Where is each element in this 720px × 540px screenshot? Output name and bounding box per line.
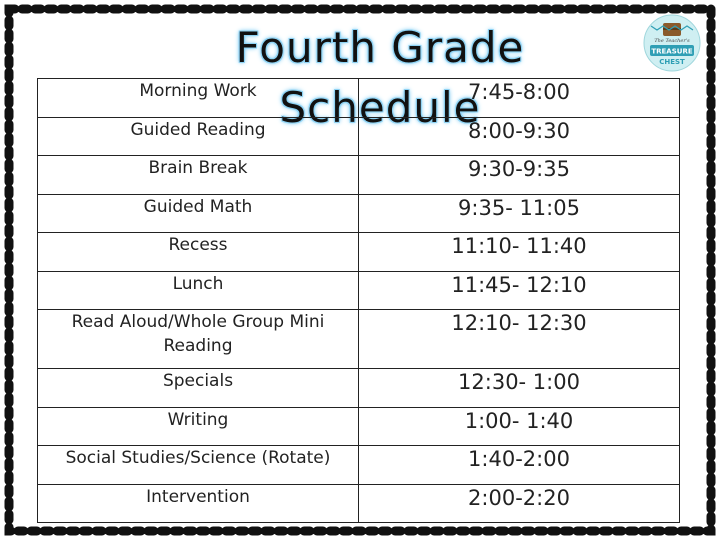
table-row (38, 233, 680, 272)
time-cell: 11:45- 12:10 (359, 271, 680, 310)
activity-cell: Read Aloud/Whole Group Mini Reading (38, 310, 359, 369)
time-cell: 7:45-8:00 (359, 79, 680, 118)
page-title: Fourth Grade Schedule (235, 23, 525, 132)
activity-cell: Guided Reading (38, 117, 359, 156)
activity-cell: Brain Break (38, 156, 359, 195)
activity-cell: Recess (38, 233, 359, 272)
svg-text:CHEST: CHEST (659, 58, 685, 66)
time-cell: 9:35- 11:05 (359, 194, 680, 233)
table-row (38, 484, 680, 523)
activity-cell: Specials (38, 369, 359, 408)
table-row (38, 194, 680, 233)
activity-cell: Intervention (38, 484, 359, 523)
time-cell: 12:30- 1:00 (359, 369, 680, 408)
time-cell: 11:10- 11:40 (359, 233, 680, 272)
time-cell: 1:40-2:00 (359, 446, 680, 485)
table-row (38, 79, 680, 118)
schedule-table (37, 78, 680, 523)
activity-cell: Social Studies/Science (Rotate) (38, 446, 359, 485)
time-cell: 8:00-9:30 (359, 117, 680, 156)
activity-cell: Morning Work (38, 79, 359, 118)
activity-cell: Guided Math (38, 194, 359, 233)
time-cell: 2:00-2:20 (359, 484, 680, 523)
time-cell: 1:00- 1:40 (359, 407, 680, 446)
table-row (38, 117, 680, 156)
time-cell: 12:10- 12:30 (359, 310, 680, 369)
table-row (38, 407, 680, 446)
activity-cell: Writing (38, 407, 359, 446)
table-row (38, 271, 680, 310)
activity-cell: Lunch (38, 271, 359, 310)
treasure-chest-logo (643, 14, 701, 72)
table-row (38, 369, 680, 408)
table-row (38, 446, 680, 485)
table-row (38, 156, 680, 195)
time-cell: 9:30-9:35 (359, 156, 680, 195)
table-row (38, 310, 680, 369)
svg-text:The Teacher's: The Teacher's (654, 38, 690, 44)
svg-text:TREASURE: TREASURE (651, 47, 693, 56)
